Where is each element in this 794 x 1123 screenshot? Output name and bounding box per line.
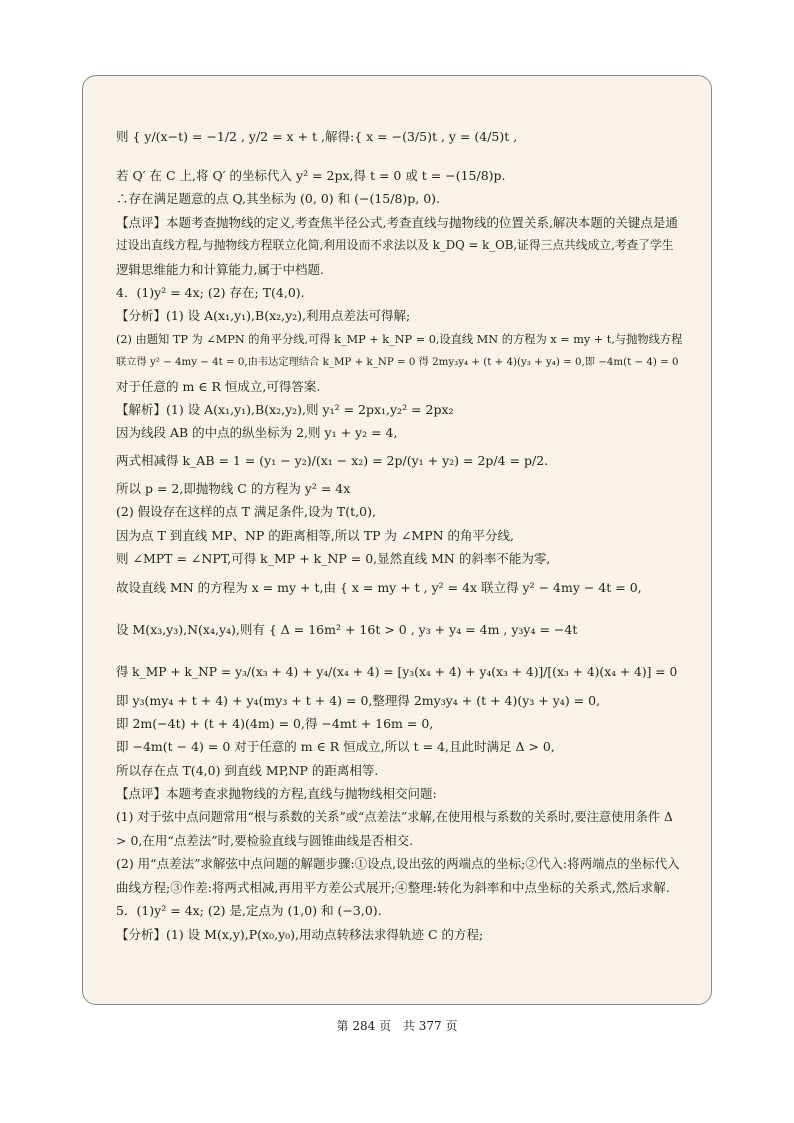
answer-line: 5．(1)y² = 4x; (2) 是,定点为 (1,0) 和 (−3,0). <box>116 903 382 919</box>
analysis-line: 【分析】(1) 设 M(x,y),P(x₀,y₀),用动点转移法求得轨迹 C 的方程; <box>116 926 484 942</box>
text-line: 即 −4m(t − 4) = 0 对于任意的 m ∈ R 恒成立,所以 t = 4,且此时满足 Δ > 0, <box>116 739 555 755</box>
formula-line: 得 k_MP + k_NP = y₃/(x₃ + 4) + y₄/(x₄ + 4) = [y₃(x₄ + 4) + y₄(x₃ + 4)]/[(x₃ + 4)(x₄ + 4)] = 0 <box>116 664 678 679</box>
text-line: 对于任意的 m ∈ R 恒成立,可得答案. <box>116 378 321 394</box>
text-line: > 0,在用“点差法”时,要检验直线与圆锥曲线是否相交. <box>116 832 414 848</box>
text-line: 则 { y/(x−t) = −1/2 , y/2 = x + t ,解得:{ x = −(3/5)t , y = (4/5)t , <box>116 129 518 144</box>
formula-line: 设 M(x₃,y₃),N(x₄,y₄),则有 { Δ = 16m² + 16t > 0 , y₃ + y₄ = 4m , y₃y₄ = −4t <box>116 621 578 637</box>
text-line: (2) 由题知 TP 为 ∠MPN 的角平分线,可得 k_MP + k_NP = 0,设直线 MN 的方程为 x = my + t,与抛物线方程 <box>116 332 683 346</box>
page-number: 第 284 页 <box>336 1019 392 1033</box>
comment-line: 【点评】本题考查求抛物线的方程,直线与抛物线相交问题: <box>116 786 437 802</box>
analysis-line: 【分析】(1) 设 A(x₁,y₁),B(x₂,y₂),利用点差法可得解; <box>116 308 411 324</box>
text-line: 所以 p = 2,即抛物线 C 的方程为 y² = 4x <box>116 480 351 496</box>
text-line: ∴存在满足题意的点 Q,其坐标为 (0, 0) 和 (−(15/8)p, 0). <box>116 191 441 207</box>
text-line: (1) 对于弦中点问题常用“根与系数的关系”或“点差法”求解,在使用根与系数的关系时,要注意使用条件 Δ <box>116 809 673 824</box>
solution-text <box>116 110 682 946</box>
text-line: 过设出直线方程,与抛物线方程联立化简,利用设而不求法以及 k_DQ = k_OB,证得三点共线成立,考查了学生 <box>116 238 674 253</box>
text-line: 即 2m(−4t) + (t + 4)(4m) = 0,得 −4mt + 16m = 0, <box>116 715 434 731</box>
text-line: 曲线方程;③作差:将两式相减,再用平方差公式展开;④整理:转化为斜率和中点坐标的关系式,然后求解. <box>116 879 670 895</box>
page-footer <box>0 1017 794 1034</box>
answer-line: 4．(1)y² = 4x; (2) 存在; T(4,0). <box>116 285 305 301</box>
text-line: 所以存在点 T(4,0) 到直线 MP,NP 的距离相等. <box>116 762 379 778</box>
text-line: 即 y₃(my₄ + t + 4) + y₄(my₃ + t + 4) = 0,整理得 2my₃y₄ + (t + 4)(y₃ + y₄) = 0, <box>116 692 601 708</box>
formula-line: 两式相减得 k_AB = 1 = (y₁ − y₂)/(x₁ − x₂) = 2p/(y₁ + y₂) = 2p/4 = p/2. <box>116 452 549 468</box>
text-line: 逻辑思维能力和计算能力,属于中档题. <box>116 261 324 277</box>
text-line: 因为线段 AB 的中点的纵坐标为 2,则 y₁ + y₂ = 4, <box>116 425 398 441</box>
text-line: 则 ∠MPT = ∠NPT,可得 k_MP + k_NP = 0,显然直线 MN 的斜率不能为零, <box>116 551 551 567</box>
text-line: 若 Q′ 在 C 上,将 Q′ 的坐标代入 y² = 2px,得 t = 0 或 t = −(15/8)p. <box>116 168 506 183</box>
solution-line: 【解析】(1) 设 A(x₁,y₁),B(x₂,y₂),则 y₁² = 2px₁,y₂² = 2px₂ <box>116 402 454 418</box>
text-line: 因为点 T 到直线 MP、NP 的距离相等,所以 TP 为 ∠MPN 的角平分线, <box>116 527 514 543</box>
text-line: (2) 用“点差法”求解弦中点问题的解题步骤:①设点,设出弦的两端点的坐标;②代入:将两端点的坐标代入 <box>116 856 680 872</box>
comment-line: 【点评】本题考查抛物线的定义,考查焦半径公式,考查直线与抛物线的位置关系,解决本题的关键点是通 <box>116 214 678 230</box>
formula-line: 故设直线 MN 的方程为 x = my + t,由 { x = my + t , y² = 4x 联立得 y² − 4my − 4t = 0, <box>116 579 642 595</box>
text-line: 联立得 y² − 4my − 4t = 0,由韦达定理结合 k_MP + k_NP = 0 得 2my₃y₄ + (t + 4)(y₃ + y₄) = 0,即 −4m(t − 4) = 0 <box>116 356 679 369</box>
page-total: 共 377 页 <box>402 1019 458 1033</box>
text-line: (2) 假设存在这样的点 T 满足条件,设为 T(t,0), <box>116 504 376 520</box>
